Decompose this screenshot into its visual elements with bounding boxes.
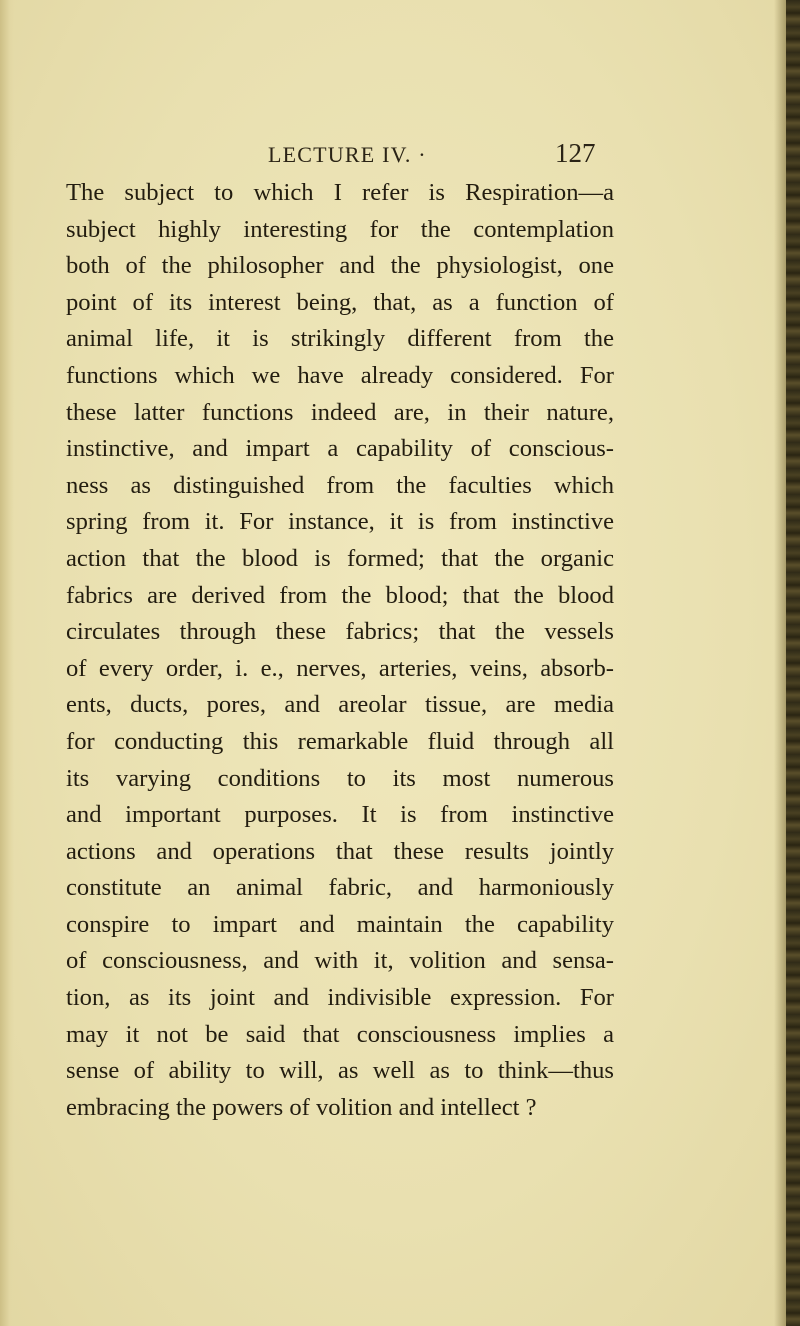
text-line: action that the blood is formed; that the organic — [66, 544, 614, 572]
text-line: The subject to which I refer is Respiration—a — [66, 179, 614, 206]
text-line: and important purposes. It is from instinctive — [66, 801, 614, 829]
text-line: of consciousness, and with it, volition and sensa- — [66, 947, 614, 975]
text-line: may it not be said that consciousness implies a — [66, 1020, 614, 1048]
page-edge-strip — [786, 0, 800, 1326]
body-paragraph — [66, 175, 614, 1126]
text-line: for conducting this remarkable fluid through all — [66, 727, 614, 755]
text-line: both of the philosopher and the physiologist, one — [66, 252, 614, 280]
page-edge-shadow — [774, 0, 786, 1326]
text-line: functions which we have already considered. For — [66, 361, 614, 389]
text-line: ness as distinguished from the faculties which — [66, 471, 614, 499]
page-number: 127 — [555, 138, 596, 168]
text-line: circulates through these fabrics; that the vessels — [66, 618, 614, 646]
text-line: instinctive, and impart a capability of conscious- — [66, 435, 614, 463]
text-line: these latter functions indeed are, in their nature, — [66, 398, 614, 426]
text-line: subject highly interesting for the contemplation — [66, 215, 614, 243]
text-line: fabrics are derived from the blood; that the blood — [66, 581, 614, 609]
text-line: point of its interest being, that, as a function of — [66, 288, 614, 316]
text-line: sense of ability to will, as well as to think—thus — [66, 1057, 614, 1085]
text-line: embracing the powers of volition and intellect ? — [66, 1093, 537, 1121]
page-gutter — [0, 0, 14, 1326]
running-head-title: LECTURE IV. · — [268, 142, 427, 167]
text-line: of every order, i. e., nerves, arteries, veins, absorb- — [66, 654, 614, 682]
text-line: tion, as its joint and indivisible expression. For — [66, 984, 614, 1012]
text-line: spring from it. For instance, it is from instinctive — [66, 508, 614, 536]
text-line: conspire to impart and maintain the capability — [66, 910, 614, 938]
text-line: constitute an animal fabric, and harmoniously — [66, 874, 614, 902]
text-line: its varying conditions to its most numerous — [66, 764, 614, 792]
text-line: ents, ducts, pores, and areolar tissue, are media — [66, 691, 614, 719]
text-line: actions and operations that these results jointly — [66, 837, 614, 865]
text-line: animal life, it is strikingly different from the — [66, 325, 614, 353]
